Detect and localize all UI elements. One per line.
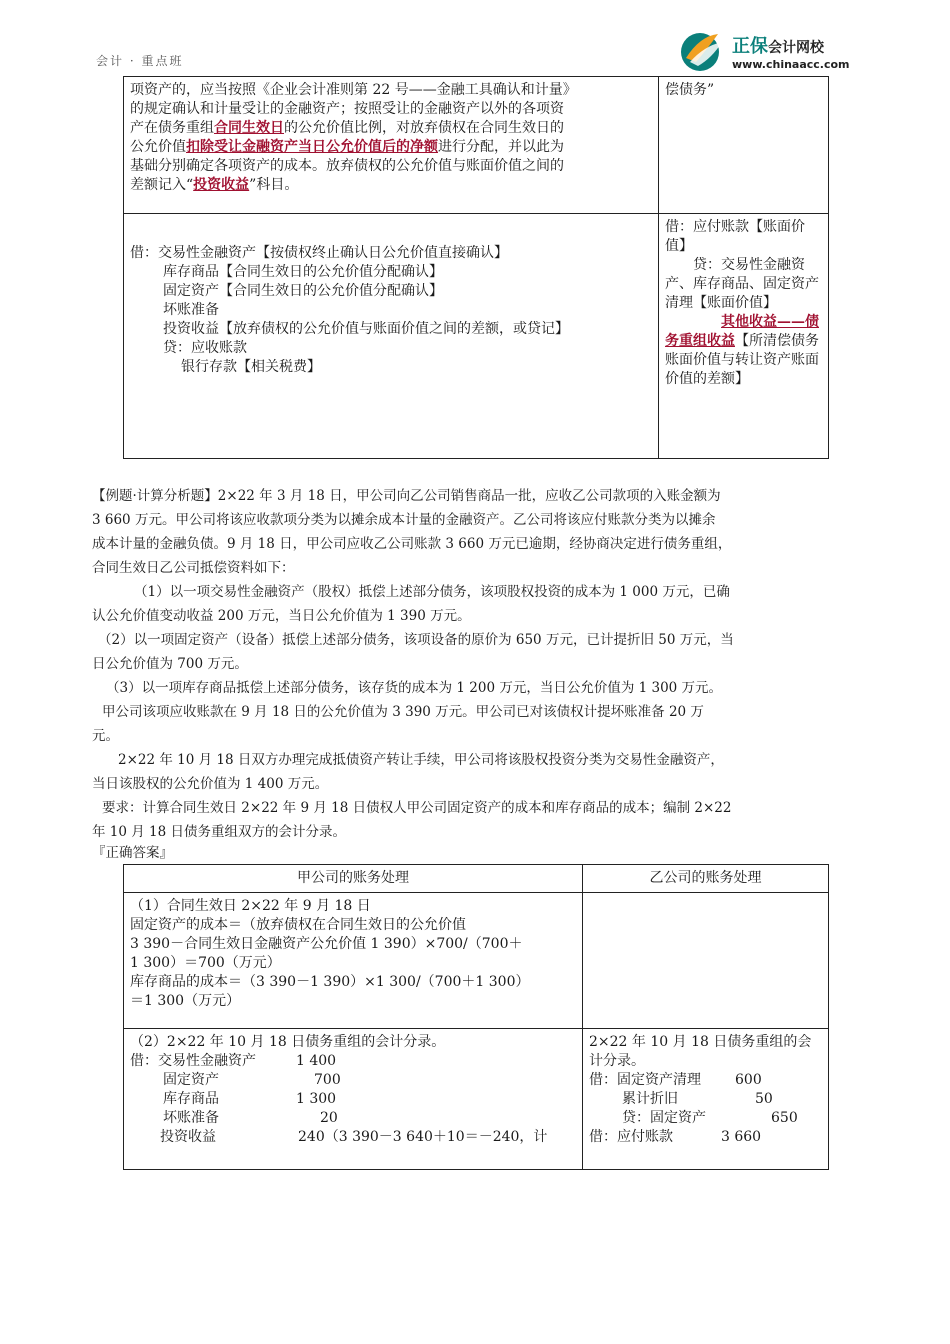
- calc-line: （1）合同生效日 2×22 年 9 月 18 日: [130, 898, 371, 914]
- entry-line: 借：交易性金融资产 1 400: [130, 1053, 337, 1069]
- journal-line: 贷：交易性金融资产、库存商品、固定资产清理【账面价值】: [665, 257, 819, 311]
- example-question: [92, 484, 862, 862]
- cost-calculation-cell: [124, 893, 583, 1029]
- journal-line: 投资收益【放弃债权的公允价值与账面价值之间的差额，或贷记】: [163, 321, 569, 337]
- question-line: 元。: [92, 728, 119, 744]
- question-line: 认公允价值变动收益 200 万元，当日公允价值为 1 390 万元。: [92, 608, 471, 624]
- question-line: 3 660 万元。甲公司将该应收款项分类为以摊余成本计量的金融资产。乙公司将该应付账款分类为以摊余: [92, 512, 716, 528]
- entry-line: 累计折旧 50: [622, 1091, 773, 1107]
- creditor-rule-cell: [124, 77, 659, 214]
- question-line: 成本计量的金融负债。9 月 18 日，甲公司应收乙公司账款 3 660 万元已逾期，经协商决定进行债务重组，: [92, 536, 732, 552]
- calc-line: 库存商品的成本＝（3 390－1 390）×1 300/（700＋1 300）: [130, 974, 530, 990]
- journal-line: 借：应付账款【账面价值】: [665, 219, 805, 254]
- question-line: 日公允价值为 700 万元。: [92, 656, 248, 672]
- debtor-journal-cell: [659, 214, 829, 459]
- question-line: 甲公司该项应收账款在 9 月 18 日的公允价值为 3 390 万元。甲公司已对该债权计提坏账准备 20 万: [102, 704, 704, 720]
- logo-url: www.chinaacc.com: [732, 58, 850, 71]
- debtor-rule-cell: 偿债务”: [659, 77, 829, 214]
- question-line: 合同生效日乙公司抵偿资料如下：: [92, 560, 295, 576]
- question-line: （2）以一项固定资产（设备）抵偿上述部分债务，该项设备的原价为 650 万元，已计提折旧 50 万元，当: [98, 632, 734, 648]
- question-line: 要求：计算合同生效日 2×22 年 9 月 18 日债权人甲公司固定资产的成本和库存商品的成本；编制 2×22: [102, 800, 732, 816]
- journal-line: 固定资产【合同生效日的公允价值分配确认】: [163, 283, 443, 299]
- answer-table: [123, 864, 829, 1170]
- journal-line: 坏账准备: [163, 302, 219, 318]
- calc-line: ＝1 300（万元）: [130, 993, 241, 1009]
- entry-line: 固定资产 700: [163, 1072, 341, 1088]
- entry-line: 库存商品 1 300: [163, 1091, 337, 1107]
- question-line: （1）以一项交易性金融资产（股权）抵偿上述部分债务，该项股权投资的成本为 1 000 万元，已确: [134, 584, 730, 600]
- entry-line: 投资收益 240（3 390－3 640＋10＝－240，计: [160, 1129, 548, 1145]
- journal-line: 其他收益——债务重组收益【所清偿债务账面价值与转让资产账面价值的差额】: [665, 314, 819, 387]
- rule-line: 项资产的，应当按照《企业会计准则第 22 号——金融工具确认和计量》: [130, 82, 577, 98]
- question-line: 年 10 月 18 日债务重组双方的会计分录。: [92, 824, 347, 840]
- logo-brand-text: 正保会计网校: [732, 36, 824, 57]
- question-line: （3）以一项库存商品抵偿上述部分债务，该存货的成本为 1 200 万元，当日公允价值为 1 300 万元。: [106, 680, 723, 696]
- empty-cell: [583, 893, 829, 1029]
- debtor-entry-cell: [583, 1029, 829, 1170]
- journal-line: 库存商品【合同生效日的公允价值分配确认】: [163, 264, 443, 280]
- entry-title: （2）2×22 年 10 月 18 日债务重组的会计分录。: [130, 1034, 446, 1050]
- entry-title: 2×22 年 10 月 18 日债务重组的会计分录。: [589, 1034, 812, 1069]
- highlight-text: 合同生效日: [214, 120, 284, 136]
- calc-line: 1 300）＝700（万元）: [130, 955, 281, 971]
- calc-line: 3 390－合同生效日金融资产公允价值 1 390）×700/（700＋: [130, 936, 523, 952]
- journal-line: 借：交易性金融资产【按债权终止确认日公允价值直接确认】: [130, 245, 508, 261]
- creditor-column-header: 甲公司的账务处理: [124, 865, 583, 893]
- rule-line: 基础分别确定各项资产的成本。放弃债权的公允价值与账面价值之间的: [130, 158, 564, 174]
- logo-emblem-icon: [678, 28, 726, 72]
- question-line: 当日该股权的公允价值为 1 400 万元。: [92, 776, 329, 792]
- creditor-journal-cell: [124, 214, 659, 459]
- summary-table: [123, 76, 829, 459]
- journal-line: 银行存款【相关税费】: [181, 359, 321, 375]
- highlight-text: 扣除受让金融资产当日公允价值后的净额: [186, 139, 438, 155]
- journal-line: 贷：应收账款: [163, 340, 247, 356]
- highlight-text: 其他收益——债务重组收益: [665, 314, 819, 349]
- rule-line: 公允价值扣除受让金融资产当日公允价值后的净额进行分配，并以此为: [130, 139, 564, 155]
- debtor-column-header: 乙公司的账务处理: [583, 865, 829, 893]
- rule-line: 差额记入“投资收益”科目。: [130, 177, 299, 193]
- answer-heading: 『正确答案』: [92, 845, 173, 861]
- creditor-entry-cell: [124, 1029, 583, 1170]
- entry-line: 坏账准备 20: [163, 1110, 338, 1126]
- entry-line: 借：固定资产清理 600: [589, 1072, 762, 1088]
- entry-line: 贷：固定资产 650: [622, 1110, 798, 1126]
- brand-logo[interactable]: [678, 28, 868, 76]
- header-chapter-label: 会计 · 重点班: [96, 54, 184, 68]
- calc-line: 固定资产的成本＝（放弃债权在合同生效日的公允价值: [130, 917, 466, 933]
- entry-line: 借：应付账款 3 660: [589, 1129, 762, 1145]
- question-line: 2×22 年 10 月 18 日双方办理完成抵债资产转让手续，甲公司将该股权投资分类为交易性金融资产，: [118, 752, 724, 768]
- question-line: 【例题·计算分析题】2×22 年 3 月 18 日，甲公司向乙公司销售商品一批，应收乙公司款项的入账金额为: [92, 488, 721, 504]
- highlight-text: 投资收益: [193, 177, 250, 193]
- rule-line: 的规定确认和计量受让的金融资产；按照受让的金融资产以外的各项资: [130, 101, 564, 117]
- rule-line: 产在债务重组合同生效日的公允价值比例，对放弃债权在合同生效日的: [130, 120, 564, 136]
